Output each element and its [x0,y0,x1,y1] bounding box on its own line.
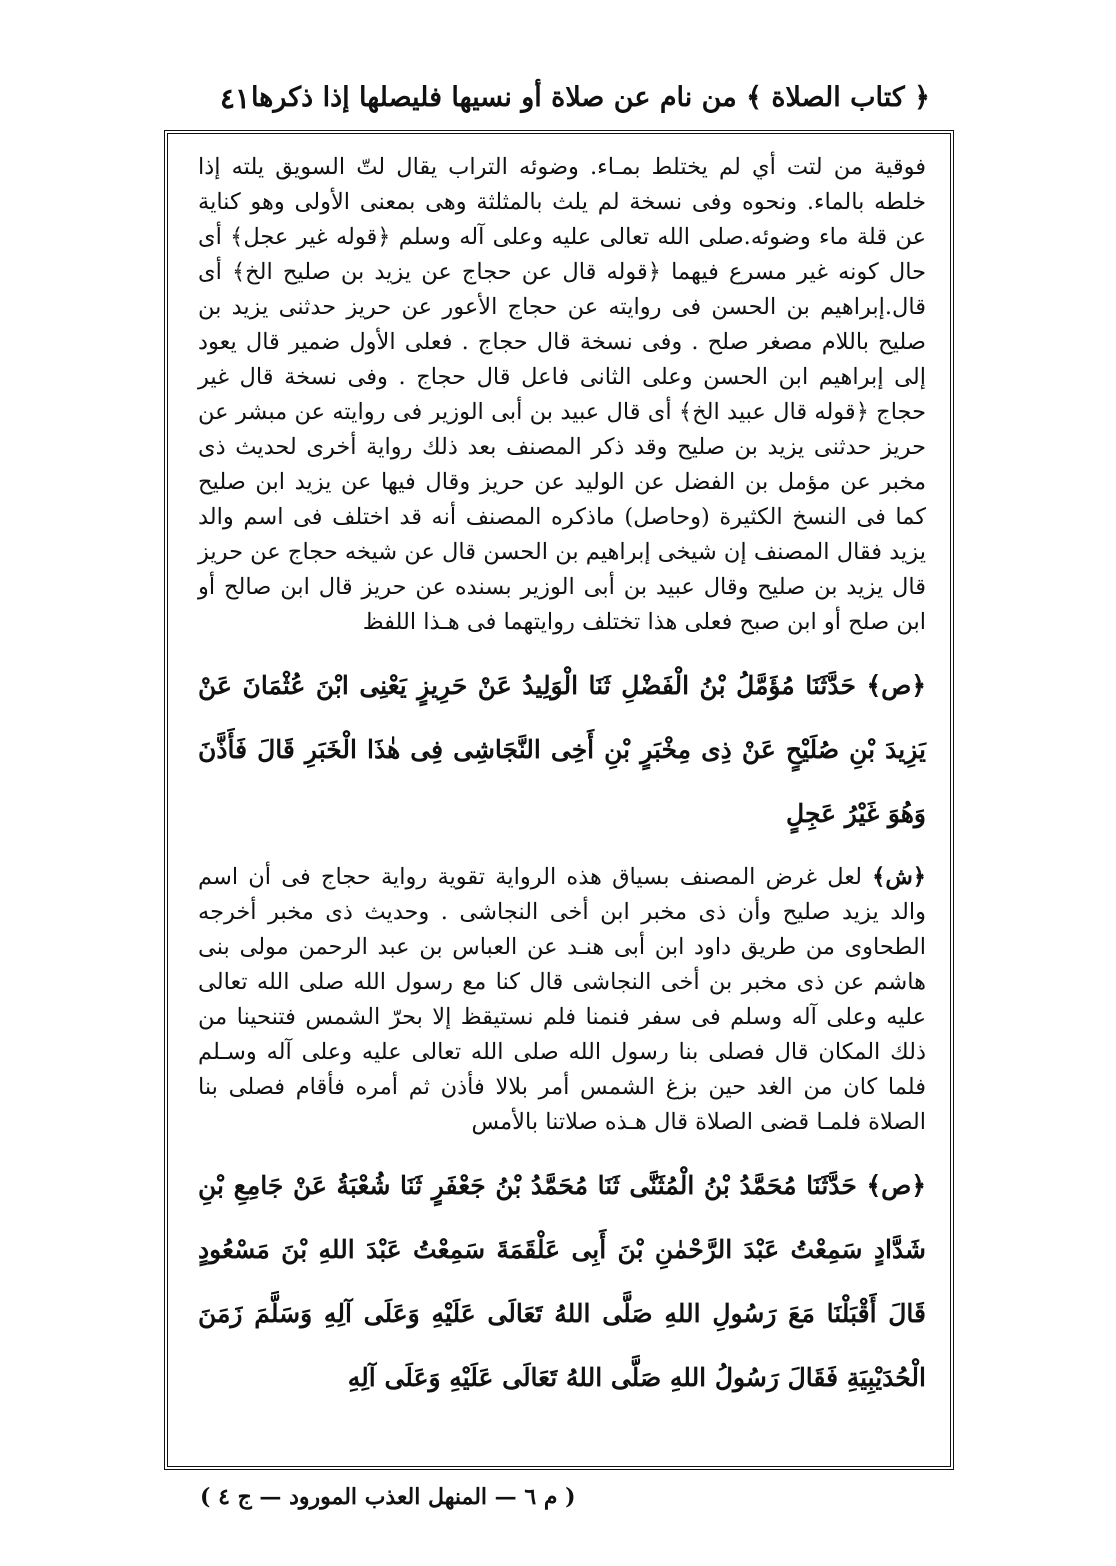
chapter-title: ﴿ كتاب الصلاة ﴾ من نام عن صلاة أو نسيها فليصلها إذا ذكرها [250,82,930,113]
page-number: ٤١ [220,82,251,115]
commentary-text: فوقية من لتت أي لم يختلط بمـاء. وضوئه التراب يقال لتّ السويق يلته إذا خلطه بالماء. ونحوه وفى نسخة لم يلث بالمثلثة وهى بمعنى الأولى وهو كناية عن قلة ماء وضوئه.صلى الله تعالى عليه وعلى آله وسلم ﴿قوله غير عجل﴾ أى حال كونه غير مسرع فيهما ﴿قوله قال عن حجاج عن يزيد بن صليح الخ﴾ أى قال.إبراهيم بن الحسن فى روايته عن حجاج الأعور عن حريز حدثنى يزيد بن صليح باللام مصغر صلح . وفى نسخة قال حجاج . فعلى الأول ضمير قال يعود إلى إبراهيم ابن الحسن وعلى الثانى فاعل قال حجاج . وفى نسخة قال غير حجاج ﴿قوله قال عبيد الخ﴾ أى قال عبيد بن أبى الوزير فى روايته عن مبشر عن حريز حدثنى يزيد بن صليح وقد ذكر المصنف بعد ذلك رواية أخرى لحديث ذى مخبر عن مؤمل بن الفضل عن الوليد عن حريز وقال فيها عن يزيد ابن صليح كما فى النسخ الكثيرة (وحاصل) ماذكره المصنف أنه قد اختلف فى اسم والد يزيد فقال المصنف إن شيخى إبراهيم بن الحسن قال عن شيخه حجاج عن حريز قال يزيد بن صليح وقال عبيد بن أبى الوزير بسنده عن حريز قال ابن صالح أو ابن صلح أو ابن صبح فعلى هذا تختلف روايتهما فى هـذا اللفظ [198,154,926,635]
hadith-text: حَدَّثَنَا مُؤَمَّلُ بْنُ الْفَضْلِ ثَنَا الْوَلِيدُ عَنْ حَرِيزٍ يَعْنِى ابْنَ عُثْمَانَ عَنْ يَزِيدَ بْنِ صُلَيْحٍ عَنْ ذِى مِخْبَرٍ بْنِ أَخِى النَّجَاشِى فِى هٰذَا الْخَبَرِ قَالَ فَأَذَّنَ وَهُوَ غَيْرُ عَجِلٍ [198,671,926,828]
page-header [150,78,930,128]
hadith-text: حَدَّثَنَا مُحَمَّدُ بْنُ الْمُثَنَّى ثَنَا مُحَمَّدُ بْنُ جَعْفَرٍ ثَنَا شُعْبَةُ عَنْ جَامِعِ بْنِ شَدَّادٍ سَمِعْتُ عَبْدَ الرَّحْمٰنِ بْنَ أَبِى عَلْقَمَةَ سَمِعْتُ عَبْدَ اللهِ بْنَ مَسْعُودٍ قَالَ أَقْبَلْنَا مَعَ رَسُولِ اللهِ صَلَّى اللهُ تَعَالَى عَلَيْهِ وَعَلَى آلِهِ وَسَلَّمَ زَمَنَ الْحُدَيْبِيَةِ فَقَالَ رَسُولُ اللهِ صَلَّى اللهُ تَعَالَى عَلَيْهِ وَعَلَى آلِهِ [198,1171,926,1392]
sharh-marker: ﴿ش﴾ [872,864,926,890]
page-body [198,150,926,1424]
hadith-marker: ﴿ص﴾ [866,1171,926,1200]
hadith-marker: ﴿ص﴾ [866,671,926,700]
sharh-paragraph [198,860,926,1140]
commentary-paragraph [198,150,926,640]
page-footer: ( م ٦ — المنهل العذب المورود — ج ٤ ) [200,1484,576,1510]
hadith-paragraph [198,1154,926,1410]
hadith-paragraph [198,654,926,846]
sharh-text: لعل غرض المصنف بسياق هذه الرواية تقوية رواية حجاج فى أن اسم والد يزيد صليح وأن ذى مخبر ابن أخى النجاشى . وحديث ذى مخبر أخرجه الطحاوى من طريق داود ابن أبى هنـد عن العباس بن عبد الرحمن مولى بنى هاشم عن ذى مخبر بن أخى النجاشى قال كنا مع رسول الله صلى الله تعالى عليه وعلى آله وسلم فى سفر فنمنا فلم نستيقظ إلا بحرّ الشمس فتنحينا من ذلك المكان قال فصلى بنا رسول الله صلى الله تعالى عليه وعلى آله وسـلم فلما كان من الغد حين بزغ الشمس أمر بلالا فأذن ثم أمره فأقام فصلى بنا الصلاة فلمـا قضى الصلاة قال هـذه صلاتنا بالأمس [198,864,926,1135]
